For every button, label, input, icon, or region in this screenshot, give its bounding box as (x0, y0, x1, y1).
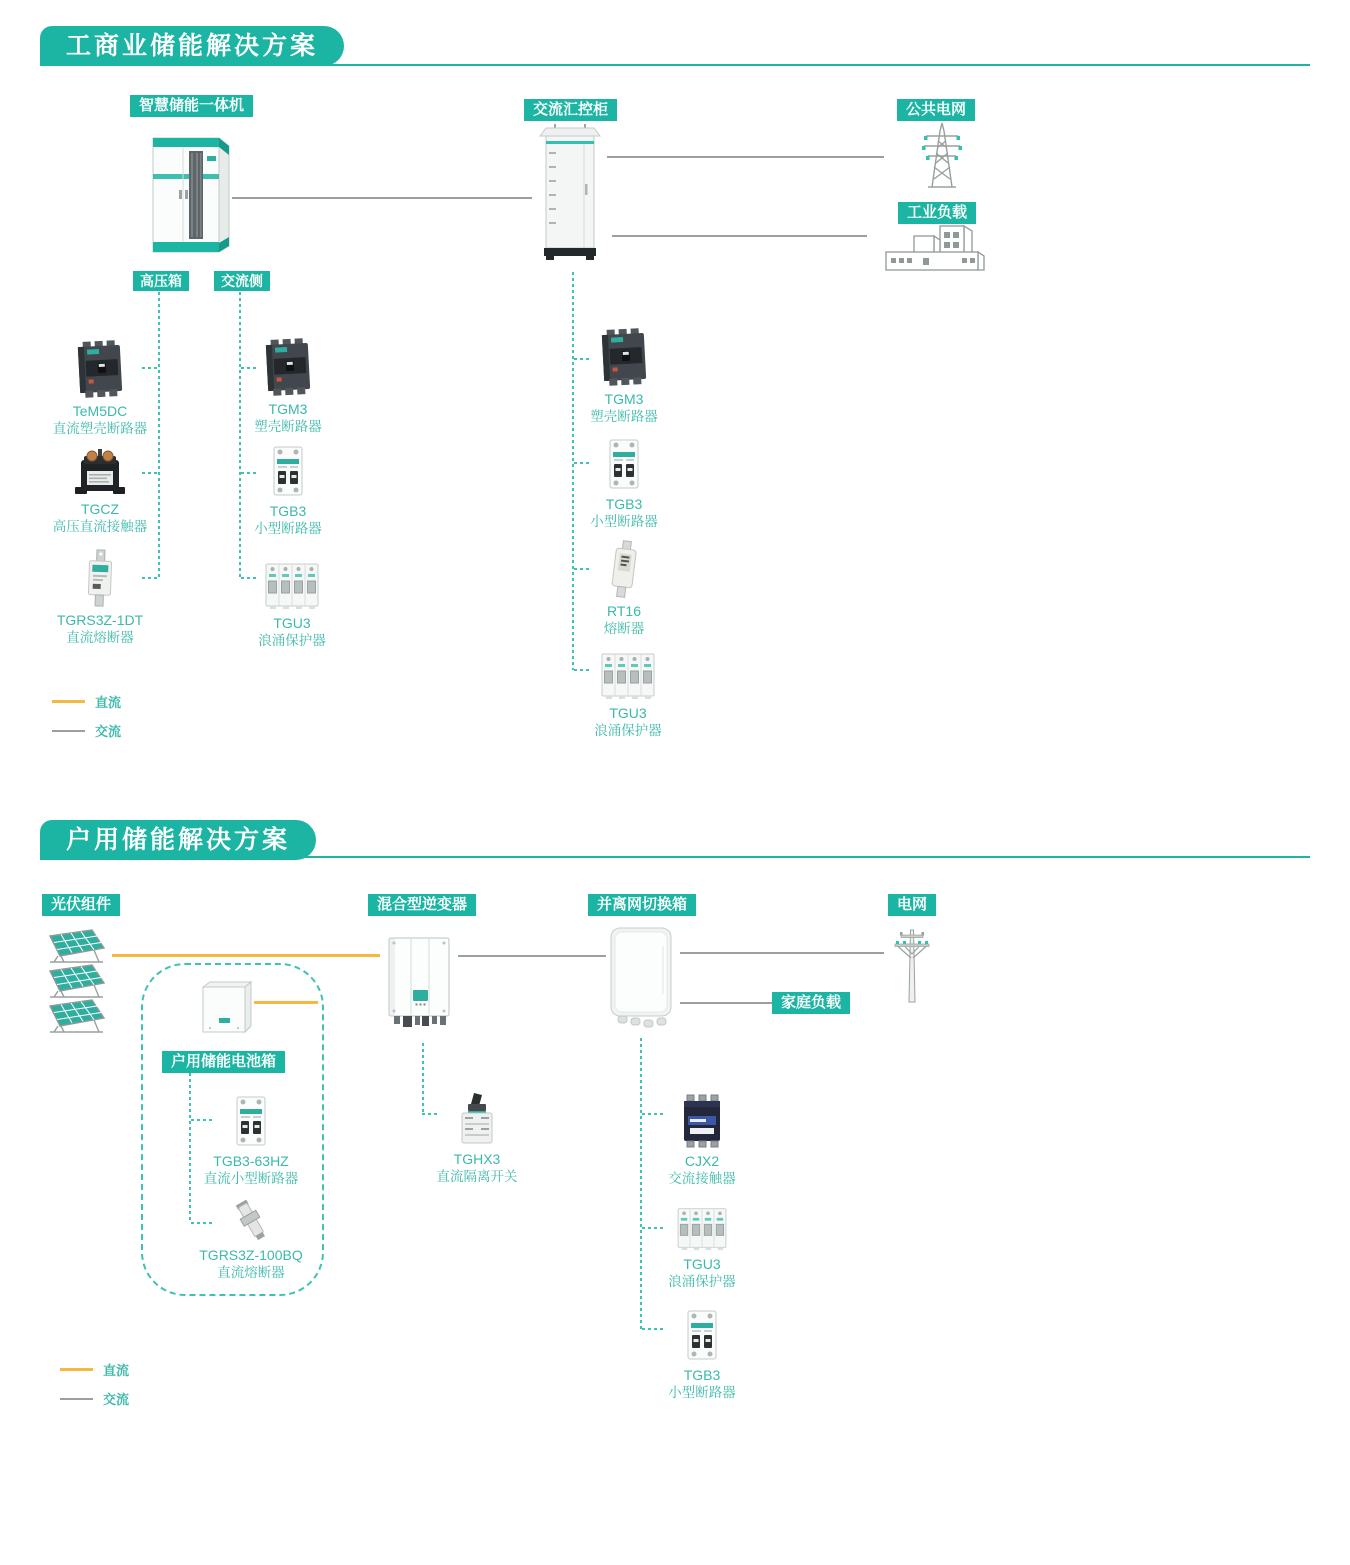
product-desc: 小型断路器 (254, 520, 322, 536)
product-model: TGHX3 (453, 1151, 501, 1167)
product-tgu3-combiner (558, 650, 698, 739)
switchbox-icon (605, 924, 677, 1030)
ac-line-ess-combiner (232, 197, 532, 199)
product-desc: 浪涌保护器 (258, 632, 326, 648)
product-model: CJX2 (684, 1153, 720, 1169)
product-tgm3-acside (218, 338, 358, 435)
grid-label: 电网 (888, 894, 936, 916)
spd-icon (264, 560, 320, 610)
isolator-icon (459, 1092, 495, 1146)
ess-cabinet-label: 智慧储能一体机 (130, 95, 253, 117)
product-tgb3-combiner (554, 437, 694, 530)
product-model: TGCZ (80, 501, 120, 517)
product-tgu3-acside (222, 560, 362, 649)
product-desc: 直流熔断器 (66, 629, 134, 645)
product-tghx3 (407, 1092, 547, 1185)
pv-module-label: 光伏组件 (42, 894, 120, 916)
product-model: TGRS3Z-1DT (56, 612, 144, 628)
product-model: TGU3 (273, 615, 311, 631)
spd-icon (676, 1205, 728, 1251)
pv-panel-icon (44, 928, 108, 964)
dc-line-pv-inverter (112, 954, 380, 957)
ac-line-swatch (60, 1398, 93, 1400)
product-desc: 直流小型断路器 (203, 1170, 299, 1186)
mcb-icon (683, 1308, 721, 1362)
product-tgm3-combiner (554, 328, 694, 425)
product-model: TGM3 (268, 401, 308, 417)
product-desc: 浪涌保护器 (668, 1273, 736, 1289)
factory-icon (882, 222, 986, 278)
product-tgrs3z-1dt (30, 549, 170, 646)
pv-panel-icon (44, 963, 108, 999)
product-desc: 小型断路器 (590, 513, 658, 529)
product-desc: 直流塑壳断路器 (52, 420, 148, 436)
ac-line-switchbox-homeload (680, 1002, 772, 1004)
hybrid-inverter-label: 混合型逆变器 (368, 894, 476, 916)
product-model: TGB3 (683, 1367, 721, 1383)
product-model: RT16 (607, 603, 641, 619)
rt16-fuse-icon (607, 540, 641, 598)
product-model: TGB3 (269, 503, 307, 519)
product-model: TGU3 (683, 1256, 721, 1272)
home-load-label: 家庭负载 (772, 992, 850, 1014)
dc-line-swatch (52, 700, 85, 703)
ac-side-label: 交流侧 (214, 271, 270, 291)
product-model: TGRS3Z-100BQ (199, 1247, 303, 1263)
section2-header-rule (300, 856, 1310, 858)
pv-panel-icon (44, 998, 108, 1034)
blade-fuse-icon (80, 549, 120, 607)
small-fuse-icon (231, 1198, 271, 1242)
product-tem5dc (30, 340, 170, 437)
legend-ac-label: 交流 (103, 1392, 130, 1407)
product-model: TGM3 (604, 391, 644, 407)
section2-header: 户用储能解决方案 (40, 820, 316, 860)
product-tgu3-switch (632, 1205, 772, 1290)
legend-ac (60, 1389, 129, 1408)
ac-contactor-icon (679, 1094, 725, 1148)
legend-dc (60, 1360, 129, 1379)
utility-pole-icon (892, 924, 932, 1008)
combiner-cabinet-icon (534, 122, 606, 262)
product-desc: 直流熔断器 (217, 1264, 285, 1280)
product-desc: 直流隔离开关 (436, 1168, 518, 1184)
legend-dc-label: 直流 (95, 695, 122, 710)
ac-line-inverter-switchbox (458, 955, 606, 957)
product-desc: 高压直流接触器 (52, 518, 148, 534)
legend-dc-label: 直流 (103, 1363, 130, 1378)
product-tgb3-switch (632, 1308, 772, 1401)
product-tgb3-63hz (181, 1094, 321, 1187)
public-grid-label: 公共电网 (897, 99, 975, 121)
product-model: TGB3 (605, 496, 643, 512)
product-desc: 小型断路器 (668, 1384, 736, 1400)
mcb-icon (232, 1094, 270, 1148)
legend-ac (52, 721, 121, 740)
product-tgb3-acside (218, 444, 358, 537)
battery-box-label: 户用储能电池箱 (162, 1051, 285, 1073)
mcb-icon (269, 444, 307, 498)
ac-line-combiner-load (612, 235, 867, 237)
switch-box-label: 并离网切换箱 (588, 894, 696, 916)
product-cjx2 (632, 1094, 772, 1187)
legend-ac-label: 交流 (95, 724, 122, 739)
ess-cabinet-icon (143, 128, 235, 258)
product-desc: 浪涌保护器 (594, 722, 662, 738)
product-model: TGB3-63HZ (213, 1153, 289, 1169)
section1-header: 工商业储能解决方案 (40, 26, 344, 66)
mcb-icon (605, 437, 643, 491)
mccb-icon (592, 328, 656, 386)
inverter-icon (381, 934, 457, 1032)
product-model: TeM5DC (72, 403, 128, 419)
mccb-icon (256, 338, 320, 396)
dc-line-swatch (60, 1368, 93, 1371)
legend-dc (52, 692, 121, 711)
hv-contactor-icon (74, 448, 126, 496)
product-desc: 塑壳断路器 (254, 418, 322, 434)
product-desc: 熔断器 (603, 620, 645, 636)
mccb-icon (68, 340, 132, 398)
spd-icon (600, 650, 656, 700)
ac-line-combiner-grid (607, 156, 884, 158)
grid-tower-icon (916, 121, 968, 193)
product-desc: 塑壳断路器 (590, 408, 658, 424)
product-tgrs3z-100bq (181, 1198, 321, 1281)
industrial-load-label: 工业负载 (898, 202, 976, 224)
section1-header-rule (323, 64, 1310, 66)
ac-line-switchbox-grid (680, 952, 884, 954)
hv-box-label: 高压箱 (133, 271, 189, 291)
ac-line-swatch (52, 730, 85, 732)
product-model: TGU3 (609, 705, 647, 721)
product-rt16 (554, 540, 694, 637)
product-desc: 交流接触器 (668, 1170, 736, 1186)
combiner-cabinet-label: 交流汇控柜 (524, 99, 617, 121)
product-tgcz (30, 448, 170, 535)
